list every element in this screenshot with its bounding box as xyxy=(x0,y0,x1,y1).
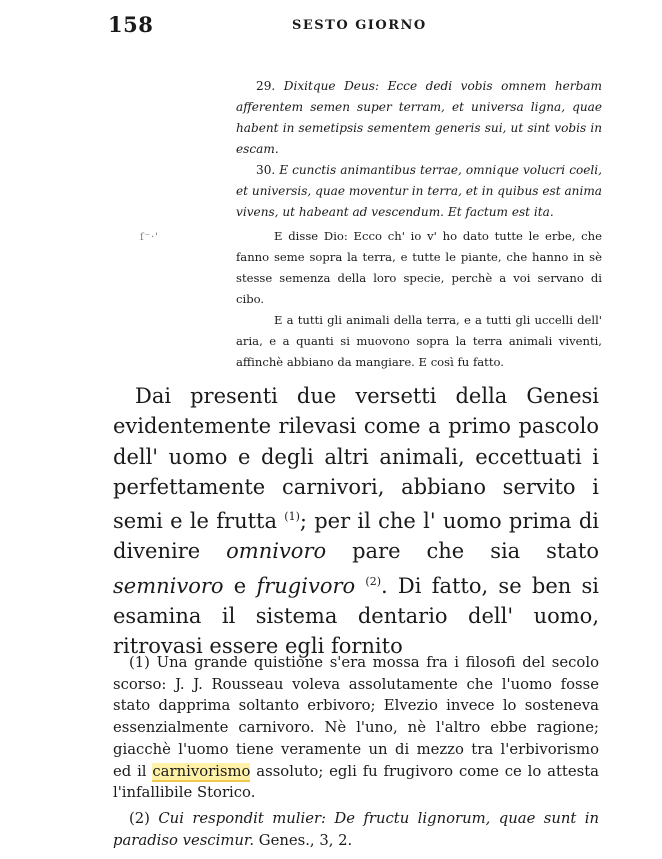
term-frugivoro: frugivoro xyxy=(256,573,356,598)
latin-verse-30: 30. E cunctis animantibus terrae, omnique volucri coeli, et universis, quae moventur in terra, et in quibus est anima vivens, ut habeant ad vescendum. Et factum est ita. xyxy=(236,163,602,219)
scripture-quote xyxy=(236,76,602,373)
highlighted-word: carnivorismo xyxy=(152,762,251,780)
latin-verses xyxy=(236,76,602,223)
term-omnivoro: omnivoro xyxy=(226,539,327,564)
footnote-1: (1) Una grande quistione s'era mossa fra i filosofi del secolo scorso: J. J. Rousseau voleva assolutamente che l'uomo fosse stato dapprima soltanto erbivoro; Elvezio invece lo sosteneva essenzialmente carnivoro. Nè l'uno, nè l'altro ebbe ragione; giacchè l'uomo tiene veramente un di mezzo tra l'erbivorismo ed il carnivorismo assoluto; egli fu frugivoro come ce lo attesta l'infallibile Storico. xyxy=(113,654,599,802)
footnote-ref-2: (2) xyxy=(365,574,381,588)
footnote-ref-1: (1) xyxy=(284,510,300,524)
italian-translation xyxy=(236,226,602,373)
page-number: 158 xyxy=(108,12,154,37)
main-paragraph xyxy=(113,381,599,662)
page-header xyxy=(0,10,662,40)
italian-verse-29: E disse Dio: Ecco ch' io v' ho dato tutte le erbe, che fanno seme sopra la terra, e tutte le piante, che hanno in sè stesse semenza della loro specie, perchè a voi servano di cibo. xyxy=(236,229,602,306)
footnote-2: (2) Cui respondit mulier: De fructu lignorum, quae sunt in paradiso vescimur. Genes., 3, 2. xyxy=(113,809,599,849)
body-paragraph: Dai presenti due versetti della Genesi evidentemente rilevasi come a primo pascolo dell' uomo e degli altri animali, eccettuati i perfettamente carnivori, abbiano servito i semi e le frutta $^{(1)}$; per il che l' uomo prima di divenire omnivoro pare che sia stato semnivoro e frugivoro $^{(2)}$. Di fatto, se ben si esamina il sistema dentario dell' uomo, ritrovasi essere egli fornito xyxy=(113,384,599,659)
footnotes xyxy=(113,652,599,851)
italian-verse-30: E a tutti gli animali della terra, e a tutti gli uccelli dell' aria, e a quanti si muovono sopra la terra animali viventi, affinchè abbiano da mangiare. E così fu fatto. xyxy=(236,313,602,369)
margin-mark: ſ⁻·' xyxy=(140,232,159,243)
running-head: SESTO GIORNO xyxy=(292,18,427,33)
term-semnivoro: semnivoro xyxy=(113,573,224,598)
latin-verse-29: 29. Dixitque Deus: Ecce dedi vobis omnem herbam afferentem semen super terram, et universa ligna, quae habent in semetipsis sementem generis sui, ut sint vobis in escam. xyxy=(236,79,602,156)
